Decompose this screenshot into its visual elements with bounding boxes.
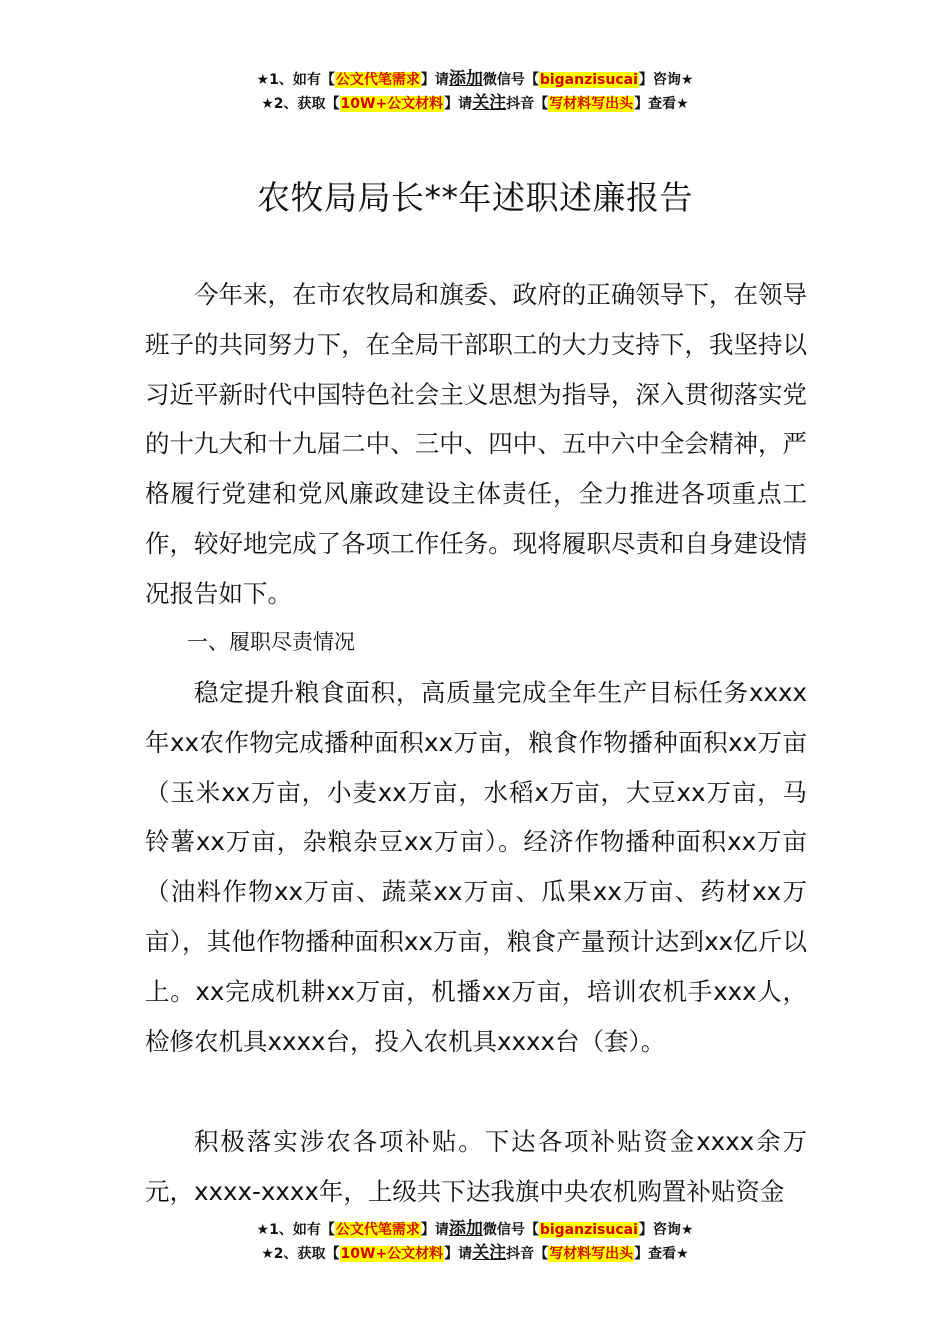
promo-line-2: ★2、获取【10W+公文材料】请关注抖音【写材料写出头】查看★ xyxy=(261,93,689,113)
section-heading: 一、履职尽责情况 xyxy=(187,630,355,654)
highlight-wechat-id: biganzisucai xyxy=(539,72,638,88)
highlight-wechat-id: biganzisucai xyxy=(539,1222,638,1238)
highlight-douyin-id: 写材料写出头 xyxy=(549,1246,634,1262)
paragraph-intro: 今年来，在市农牧局和旗委、政府的正确领导下，在领导班子的共同努力下，在全局干部职工的大力支持下，我坚持以习近平新时代中国特色社会主义思想为指导，深入贯彻落实党的十九大和十九届二中、三中、四中、五中六中全会精神，严格履行党建和党风廉政建设主体责任，全力推进各项重点工作，较好地完成了各项工作任务。现将履职尽责和自身建设情况报告如下。 xyxy=(145,280,807,608)
highlight-service: 公文代笔需求 xyxy=(335,1222,420,1238)
paragraph-subsidies: 积极落实涉农各项补贴。下达各项补贴资金xxxx余万元，xxxx-xxxx年，上级共下达我旗中央农机购置补贴资金 xyxy=(145,1127,807,1206)
highlight-service: 公文代笔需求 xyxy=(335,72,420,88)
footer-promo-banner xyxy=(0,1218,950,1266)
document-title: 农牧局局长**年述职述廉报告 xyxy=(257,178,693,217)
highlight-materials: 10W+公文材料 xyxy=(340,1246,444,1262)
highlight-douyin-id: 写材料写出头 xyxy=(549,96,634,112)
promo-line-2: ★2、获取【10W+公文材料】请关注抖音【写材料写出头】查看★ xyxy=(261,1243,689,1263)
header-promo-banner xyxy=(0,68,950,116)
promo-line-1: ★1、如有【公文代笔需求】请添加微信号【biganzisucai】咨询★ xyxy=(256,69,694,89)
promo-line-1: ★1、如有【公文代笔需求】请添加微信号【biganzisucai】咨询★ xyxy=(256,1219,694,1239)
highlight-materials: 10W+公文材料 xyxy=(340,96,444,112)
paragraph-grain-area: 稳定提升粮食面积，高质量完成全年生产目标任务xxxx年xx农作物完成播种面积xx万亩，粮食作物播种面积xx万亩（玉米xx万亩，小麦xx万亩，水稻x万亩，大豆xx万亩，马铃薯xx万亩，杂粮杂豆xx万亩）。经济作物播种面积xx万亩（油料作物xx万亩、蔬菜xx万亩、瓜果xx万亩、药材xx万亩），其他作物播种面积xx万亩，粮食产量预计达到xx亿斤以上。xx完成机耕xx万亩，机播xx万亩，培训农机手xxx人，检修农机具xxxx台，投入农机具xxxx台（套）。 xyxy=(145,678,807,1056)
